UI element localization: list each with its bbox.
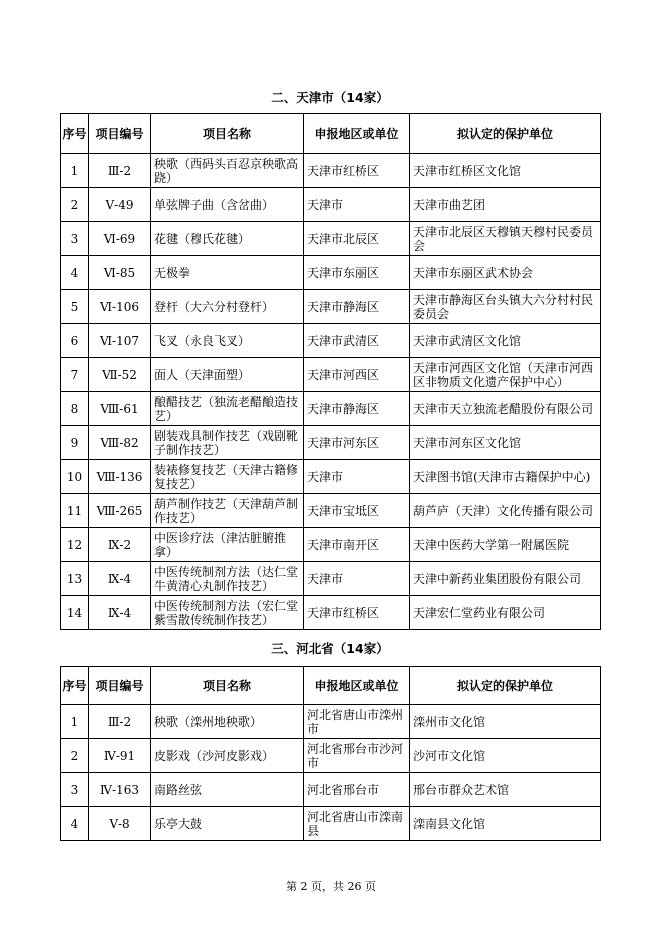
header-project-code: 项目编号 xyxy=(89,114,151,154)
table-row xyxy=(61,773,601,807)
header-project-code: 项目编号 xyxy=(89,667,151,705)
cell-region: 天津市 xyxy=(304,188,410,222)
table-row xyxy=(61,290,601,324)
cell-project-code: Ⅸ-4 xyxy=(89,596,151,630)
cell-project-code: Ⅴ-49 xyxy=(89,188,151,222)
cell-project-name: 单弦牌子曲（含岔曲） xyxy=(151,188,304,222)
cell-project-name: 花毽（穆氏花毽） xyxy=(151,222,304,256)
table-row xyxy=(61,358,601,392)
cell-protection-unit: 葫芦庐（天津）文化传播有限公司 xyxy=(410,494,601,528)
header-region: 申报地区或单位 xyxy=(304,667,410,705)
cell-protection-unit: 天津市河西区文化馆（天津市河西区非物质文化遗产保护中心） xyxy=(410,358,601,392)
cell-project-name: 登杆（大六分村登杆） xyxy=(151,290,304,324)
cell-protection-unit: 天津市曲艺团 xyxy=(410,188,601,222)
tianjin-table xyxy=(60,113,601,630)
cell-region: 天津市北辰区 xyxy=(304,222,410,256)
cell-project-name: 乐亭大鼓 xyxy=(151,807,304,841)
table-row xyxy=(61,392,601,426)
cell-protection-unit: 滦南县文化馆 xyxy=(410,807,601,841)
cell-region: 天津市宝坻区 xyxy=(304,494,410,528)
header-index: 序号 xyxy=(61,667,89,705)
table-row xyxy=(61,188,601,222)
cell-protection-unit: 天津图书馆(天津市古籍保护中心) xyxy=(410,460,601,494)
table-row xyxy=(61,154,601,188)
cell-protection-unit: 天津中新药业集团股份有限公司 xyxy=(410,562,601,596)
cell-index: 1 xyxy=(61,154,89,188)
cell-region: 河北省唐山市滦南县 xyxy=(304,807,410,841)
cell-project-name: 中医传统制剂方法（达仁堂牛黄清心丸制作技艺） xyxy=(151,562,304,596)
cell-region: 河北省邢台市沙河市 xyxy=(304,739,410,773)
table-row xyxy=(61,494,601,528)
cell-project-code: Ⅵ-107 xyxy=(89,324,151,358)
cell-index: 4 xyxy=(61,807,89,841)
cell-index: 9 xyxy=(61,426,89,460)
section-title-tianjin: 二、天津市（14家） xyxy=(271,90,389,105)
cell-index: 2 xyxy=(61,739,89,773)
cell-region: 天津市河东区 xyxy=(304,426,410,460)
table-row xyxy=(61,739,601,773)
cell-project-name: 中医诊疗法（津沽脏腑推拿） xyxy=(151,528,304,562)
cell-index: 2 xyxy=(61,188,89,222)
cell-index: 1 xyxy=(61,705,89,739)
cell-region: 天津市河西区 xyxy=(304,358,410,392)
header-region: 申报地区或单位 xyxy=(304,114,410,154)
cell-index: 10 xyxy=(61,460,89,494)
cell-project-code: Ⅷ-265 xyxy=(89,494,151,528)
cell-project-name: 葫芦制作技艺（天津葫芦制作技艺） xyxy=(151,494,304,528)
table-row xyxy=(61,528,601,562)
header-row xyxy=(61,114,601,154)
cell-protection-unit: 天津市东丽区武术协会 xyxy=(410,256,601,290)
cell-project-name: 飞叉（永良飞叉） xyxy=(151,324,304,358)
table-row xyxy=(61,426,601,460)
table-row xyxy=(61,596,601,630)
cell-project-code: Ⅳ-91 xyxy=(89,739,151,773)
cell-index: 8 xyxy=(61,392,89,426)
cell-project-name: 装裱修复技艺（天津古籍修复技艺） xyxy=(151,460,304,494)
table-row xyxy=(61,460,601,494)
cell-project-name: 中医传统制剂方法（宏仁堂紫雪散传统制作技艺） xyxy=(151,596,304,630)
cell-project-name: 皮影戏（沙河皮影戏） xyxy=(151,739,304,773)
cell-index: 13 xyxy=(61,562,89,596)
table-row xyxy=(61,222,601,256)
header-protection-unit: 拟认定的保护单位 xyxy=(410,114,601,154)
header-row xyxy=(61,667,601,705)
cell-project-code: Ⅲ-2 xyxy=(89,154,151,188)
cell-project-code: Ⅳ-163 xyxy=(89,773,151,807)
cell-project-name: 酿醋技艺（独流老醋酿造技艺） xyxy=(151,392,304,426)
table-row xyxy=(61,256,601,290)
cell-protection-unit: 沙河市文化馆 xyxy=(410,739,601,773)
cell-region: 天津市 xyxy=(304,460,410,494)
cell-region: 天津市静海区 xyxy=(304,392,410,426)
cell-project-code: Ⅶ-52 xyxy=(89,358,151,392)
table-row xyxy=(61,562,601,596)
cell-index: 12 xyxy=(61,528,89,562)
cell-index: 3 xyxy=(61,773,89,807)
cell-region: 天津市红桥区 xyxy=(304,596,410,630)
cell-project-name: 剧装戏具制作技艺（戏剧靴子制作技艺） xyxy=(151,426,304,460)
header-index: 序号 xyxy=(61,114,89,154)
cell-protection-unit: 天津市武清区文化馆 xyxy=(410,324,601,358)
cell-project-code: Ⅲ-2 xyxy=(89,705,151,739)
cell-index: 14 xyxy=(61,596,89,630)
table-row xyxy=(61,807,601,841)
cell-project-name: 秧歌（滦州地秧歌） xyxy=(151,705,304,739)
header-project-name: 项目名称 xyxy=(151,114,304,154)
cell-project-name: 面人（天津面塑） xyxy=(151,358,304,392)
cell-region: 天津市南开区 xyxy=(304,528,410,562)
cell-project-name: 秧歌（西码头百忍京秧歌高跷） xyxy=(151,154,304,188)
cell-protection-unit: 天津市静海区台头镇大六分村村民委员会 xyxy=(410,290,601,324)
table-row xyxy=(61,705,601,739)
cell-project-code: Ⅵ-69 xyxy=(89,222,151,256)
cell-region: 河北省唐山市滦州市 xyxy=(304,705,410,739)
cell-project-name: 无极拳 xyxy=(151,256,304,290)
cell-index: 7 xyxy=(61,358,89,392)
cell-project-code: Ⅷ-61 xyxy=(89,392,151,426)
cell-project-code: Ⅸ-2 xyxy=(89,528,151,562)
cell-index: 3 xyxy=(61,222,89,256)
cell-project-code: Ⅵ-85 xyxy=(89,256,151,290)
cell-region: 天津市 xyxy=(304,562,410,596)
hebei-table xyxy=(60,666,601,841)
cell-region: 天津市红桥区 xyxy=(304,154,410,188)
cell-project-code: Ⅸ-4 xyxy=(89,562,151,596)
cell-protection-unit: 天津市天立独流老醋股份有限公司 xyxy=(410,392,601,426)
cell-project-name: 南路丝弦 xyxy=(151,773,304,807)
cell-index: 11 xyxy=(61,494,89,528)
cell-project-code: Ⅴ-8 xyxy=(89,807,151,841)
section-title-hebei: 三、河北省（14家） xyxy=(271,641,389,656)
header-project-name: 项目名称 xyxy=(151,667,304,705)
cell-protection-unit: 天津市河东区文化馆 xyxy=(410,426,601,460)
cell-project-code: Ⅵ-106 xyxy=(89,290,151,324)
cell-project-code: Ⅷ-82 xyxy=(89,426,151,460)
page-footer: 第 2 页，共 26 页 xyxy=(286,880,376,893)
cell-protection-unit: 天津宏仁堂药业有限公司 xyxy=(410,596,601,630)
cell-region: 天津市东丽区 xyxy=(304,256,410,290)
cell-project-code: Ⅷ-136 xyxy=(89,460,151,494)
cell-protection-unit: 天津市红桥区文化馆 xyxy=(410,154,601,188)
cell-region: 天津市武清区 xyxy=(304,324,410,358)
cell-region: 天津市静海区 xyxy=(304,290,410,324)
cell-region: 河北省邢台市 xyxy=(304,773,410,807)
cell-protection-unit: 滦州市文化馆 xyxy=(410,705,601,739)
cell-index: 6 xyxy=(61,324,89,358)
cell-protection-unit: 天津市北辰区天穆镇天穆村民委员会 xyxy=(410,222,601,256)
header-protection-unit: 拟认定的保护单位 xyxy=(410,667,601,705)
cell-protection-unit: 邢台市群众艺术馆 xyxy=(410,773,601,807)
cell-protection-unit: 天津中医药大学第一附属医院 xyxy=(410,528,601,562)
cell-index: 5 xyxy=(61,290,89,324)
cell-index: 4 xyxy=(61,256,89,290)
table-row xyxy=(61,324,601,358)
